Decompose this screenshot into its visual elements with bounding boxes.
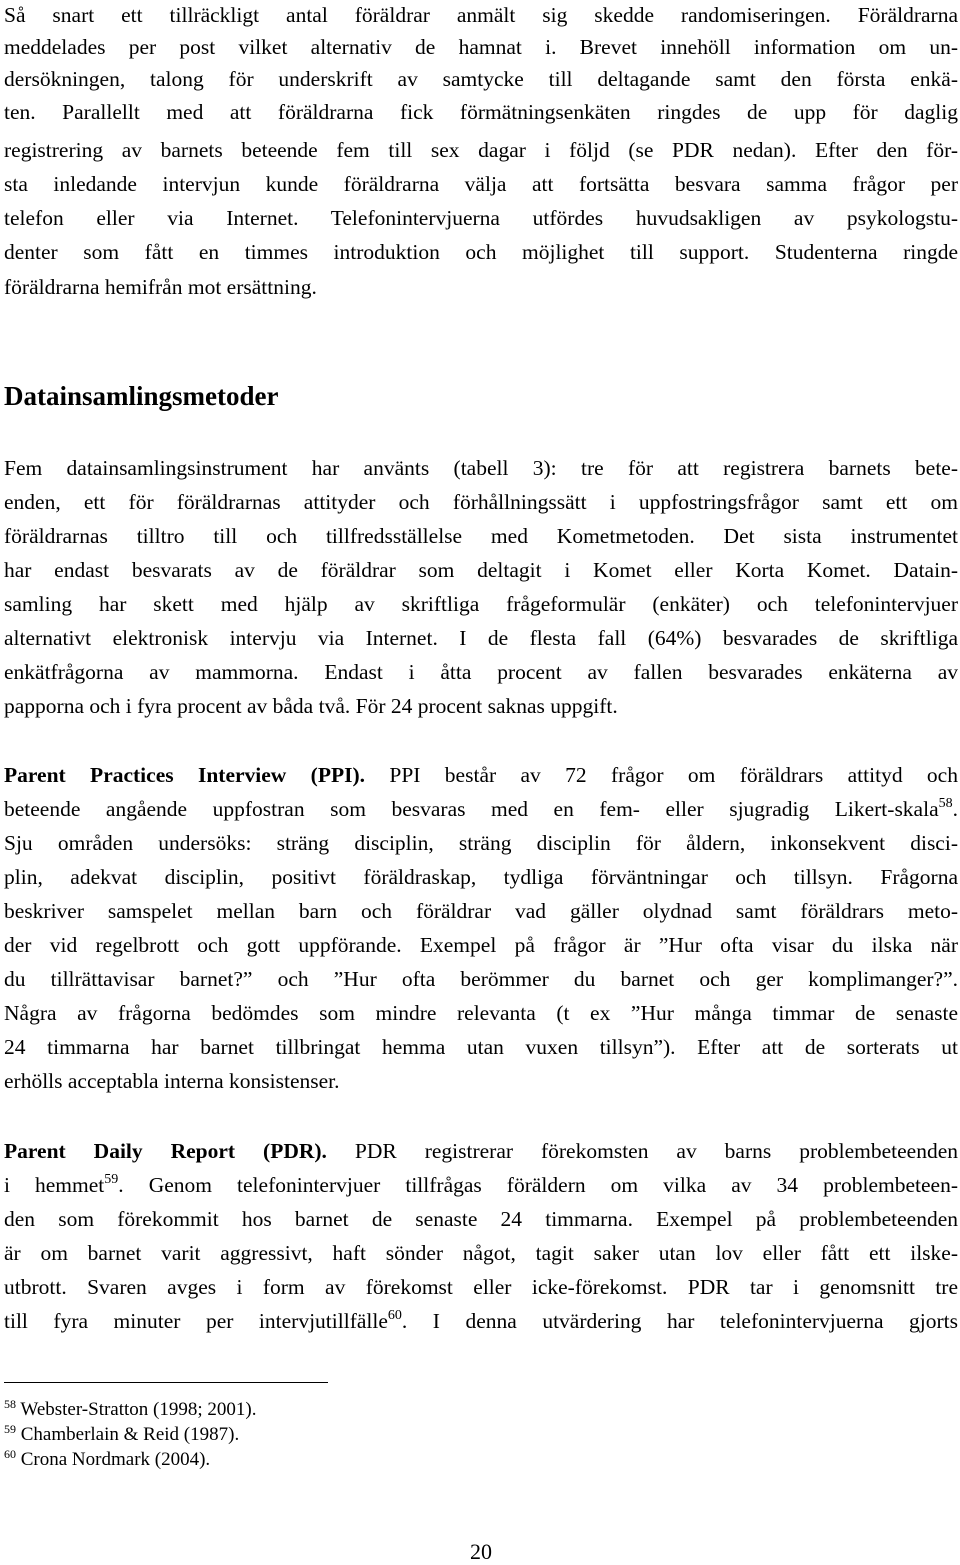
text-line: Parent Daily Report (PDR). PDR registrerar förekomsten av barns problembeteenden	[4, 1139, 959, 1163]
text-line: registrering av barnets beteende fem till sex dagar i följd (se PDR nedan). Efter den för-	[4, 138, 958, 162]
text-line: utbrott. Svaren avges i form av förekomst eller icke-förekomst. PDR tar i genomsnitt tre	[4, 1275, 958, 1299]
text-line: ten. Parallellt med att föräldrarna fick förmätningsenkäten ringdes de upp för daglig	[4, 100, 958, 124]
text-line: papporna och i fyra procent av båda två. För 24 procent saknas uppgift.	[4, 694, 618, 718]
text-line: föräldrarnas tilltro till och tillfredsställelse med Kometmetoden. Det sista instrumentet	[4, 524, 958, 548]
text-line: Sju områden undersöks: sträng disciplin, sträng disciplin för åldern, inkonsekvent disci-	[4, 831, 958, 855]
footnote-divider	[4, 1382, 328, 1383]
text-line: samling har skett med hjälp av skriftliga frågeformulär (enkäter) och telefonintervjuer	[4, 592, 958, 616]
text-line: du tillrättavisar barnet?” och ”Hur ofta berömmer du barnet och ger komplimanger?”.	[4, 967, 958, 991]
text-line: der vid regelbrott och gott uppförande. Exempel på frågor är ”Hur ofta visar du ilska när	[4, 933, 958, 957]
footnote-ref: 58	[938, 796, 953, 811]
text-line: i hemmet$^{59}$. Genom telefonintervjuer tillfrågas föräldern om vilka av 34 problembeteen-	[4, 1172, 958, 1197]
text-line: 24 timmarna har barnet tillbringat hemma utan vuxen tillsyn”). Efter att de sorterats ut	[4, 1035, 958, 1059]
text-line: alternativt elektronisk intervju via Internet. I de flesta fall (64%) besvarades de skriftliga	[4, 626, 958, 650]
text-line: Parent Practices Interview (PPI). PPI består av 72 frågor om föräldrars attityd och	[4, 763, 958, 787]
text-line: Några av frågorna bedömdes som mindre relevanta (t ex ”Hur många timmar de senaste	[4, 1001, 958, 1025]
text-line: erhölls acceptabla interna konsistenser.	[4, 1069, 340, 1093]
text-line: till fyra minuter per intervjutillfälle$^{60}$. I denna utvärdering har telefonintervjuerna gjorts	[4, 1308, 958, 1333]
text-line: plin, adekvat disciplin, positivt föräldraskap, tydliga förväntningar och tillsyn. Frågorna	[4, 865, 958, 889]
text-line: sta inledande intervjun kunde föräldrarna välja att fortsätta besvara samma frågor per	[4, 172, 958, 196]
section-heading: Datainsamlingsmetoder	[4, 381, 279, 411]
footnote-ref: 60	[387, 1308, 402, 1323]
text-line: Så snart ett tillräckligt antal föräldrar anmält sig skedde randomiseringen. Föräldrarna	[4, 3, 958, 27]
ppi-title: Parent Practices Interview (PPI).	[4, 763, 366, 787]
text-line: denter som fått en timmes introduktion och möjlighet till support. Studenterna ringde	[4, 240, 958, 264]
text-line: föräldrarna hemifrån mot ersättning.	[4, 275, 317, 299]
text-line: beskriver samspelet mellan barn och föräldrar vad gäller olydnad samt föräldrars meto-	[4, 899, 958, 923]
text-line: har endast besvarats av de föräldrar som deltagit i Komet eller Korta Komet. Datain-	[4, 558, 958, 582]
pdr-title: Parent Daily Report (PDR).	[4, 1139, 327, 1163]
footnote: $^{59}$ Chamberlain & Reid (1987).	[4, 1422, 240, 1445]
page-number: 20	[470, 1539, 492, 1564]
text-line: enden, ett för föräldrarnas attityder och förhållningssätt i uppfostringsfrågor samt ett om	[4, 490, 958, 514]
text-line: meddelades per post vilket alternativ de hamnat i. Brevet innehöll information om un-	[4, 35, 958, 59]
text-line: dersökningen, talong för underskrift av samtycke till deltagande samt den första enkä-	[4, 67, 958, 91]
footnote: $^{60}$ Crona Nordmark (2004).	[4, 1447, 211, 1470]
text-line: enkätfrågorna av mammorna. Endast i åtta procent av fallen besvarades enkäterna av	[4, 660, 958, 684]
text-line: beteende angående uppfostran som besvaras med en fem- eller sjugradig Likert-skala$^{58}$.	[4, 796, 958, 821]
footnote: $^{58}$ Webster-Stratton (1998; 2001).	[4, 1397, 257, 1420]
text-line: är om barnet varit aggressivt, haft sönder något, tagit saker utan lov eller fått ett ilske-	[4, 1241, 958, 1265]
text-line: den som förekommit hos barnet de senaste 24 timmarna. Exempel på problembeteenden	[4, 1207, 958, 1231]
footnote-ref: 59	[104, 1172, 119, 1187]
text-line: Fem datainsamlingsinstrument har använts (tabell 3): tre för att registrera barnets bete-	[4, 456, 958, 480]
text-line: telefon eller via Internet. Telefonintervjuerna utfördes huvudsakligen av psykologstu-	[4, 206, 958, 230]
